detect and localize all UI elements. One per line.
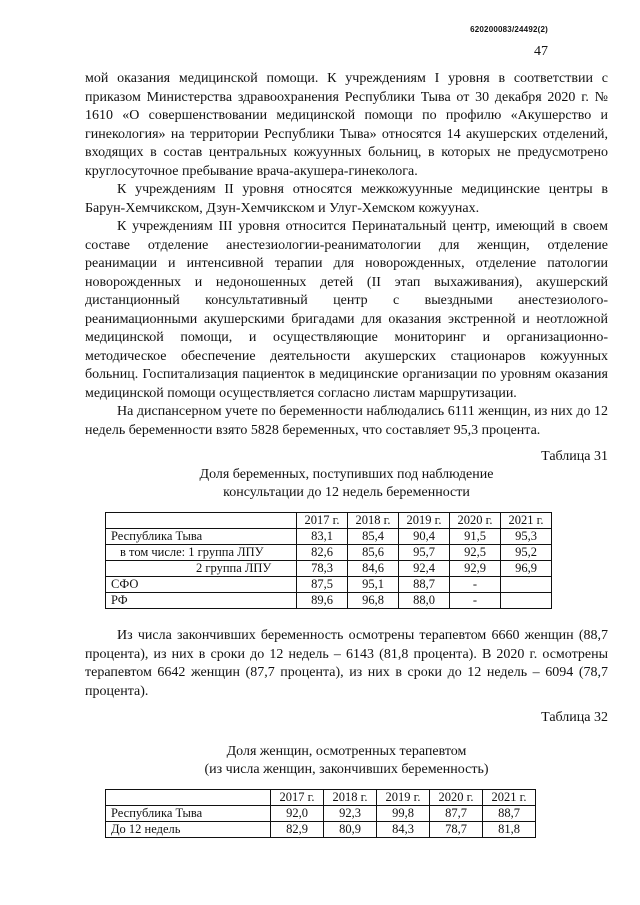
table-row [106, 822, 536, 838]
table-row [106, 545, 552, 561]
cell-value: 85,6 [348, 545, 399, 561]
paragraph-3: К учреждениям III уровня относится Перинатальный центр, имеющий в своем составе отделение анестезиологии-реаниматологии для женщин, отделение реанимации и интенсивной терапии для новорожденных, отделение патологии новорожденных и недоношенных детей (II этап выхаживания), акушерский дистанционный консультативный центр с выездными анестезиолого-реанимационными акушерскими бригадами для оказания экстренной и неотложной медицинской помощи, и осуществляющие мониторинг и организационно-методическое обеспечение деятельности акушерских стационаров кожуунных больниц. Госпитализация пациенток в медицинские организации по уровням оказания медицинской помощи осуществляется согласно листам маршрутизации. [85, 219, 608, 401]
table-header-year: 2020 г. [430, 790, 483, 806]
table32-label: Таблица 32 [541, 710, 608, 725]
cell-value: 89,6 [297, 593, 348, 609]
cell-value: 99,8 [377, 806, 430, 822]
cell-value: 82,9 [271, 822, 324, 838]
cell-value: 78,7 [430, 822, 483, 838]
cell-value: 96,8 [348, 593, 399, 609]
table32-title-line2: (из числа женщин, закончивших беременность) [204, 762, 489, 777]
row-label: До 12 недель [106, 822, 271, 838]
table-header-year: 2020 г. [450, 513, 501, 529]
cell-value: 95,2 [501, 545, 552, 561]
table31-title-line2: консультации до 12 недель беременности [223, 485, 470, 500]
table-header-year: 2021 г. [501, 513, 552, 529]
table-header-row [106, 513, 552, 529]
table-header-year: 2018 г. [324, 790, 377, 806]
cell-value: - [450, 577, 501, 593]
cell-value: 92,3 [324, 806, 377, 822]
cell-value: 91,5 [450, 529, 501, 545]
cell-value [501, 577, 552, 593]
table32 [105, 789, 536, 838]
table-header-year: 2019 г. [377, 790, 430, 806]
table-row [106, 561, 552, 577]
cell-value: 84,6 [348, 561, 399, 577]
cell-value: 92,5 [450, 545, 501, 561]
cell-value: 92,9 [450, 561, 501, 577]
table-row [106, 529, 552, 545]
cell-value: 90,4 [399, 529, 450, 545]
paragraph-5: Из числа закончивших беременность осмотрены терапевтом 6660 женщин (88,7 процента), из них в сроки до 12 недель – 6143 (81,8 процента). В 2020 г. осмотрены терапевтом 6642 женщин (87,7 процента), из них в сроки до 12 недель – 6094 (78,7 процента). [85, 628, 608, 699]
cell-value: 92,4 [399, 561, 450, 577]
cell-value: 88,7 [399, 577, 450, 593]
cell-value: 95,3 [501, 529, 552, 545]
table-header-blank [106, 790, 271, 806]
cell-value: 85,4 [348, 529, 399, 545]
table-row [106, 593, 552, 609]
paragraph-1: мой оказания медицинской помощи. К учреждениям I уровня в соответствии с приказом Министерства здравоохранения Республики Тыва от 30 декабря 2020 г. № 1610 «О совершенствовании медицинской помощи по профилю «Акушерство и гинекология» на территории Республики Тыва» относятся 14 акушерских отделений, входящих в состав центральных кожуунных больниц, в которых не предусмотрено круглосуточное пребывание врача-акушера-гинеколога. [85, 71, 608, 179]
cell-value: 88,0 [399, 593, 450, 609]
table-row [106, 806, 536, 822]
cell-value: - [450, 593, 501, 609]
page-number: 47 [534, 44, 548, 59]
cell-value: 87,7 [430, 806, 483, 822]
paragraph-4: На диспансерном учете по беременности наблюдались 6111 женщин, из них до 12 недель беременности взято 5828 беременных, что составляет 95,3 процента. [85, 404, 608, 438]
document-id: 620200083/24492(2) [470, 25, 548, 34]
row-label: 2 группа ЛПУ [106, 561, 297, 577]
paragraph-2: К учреждениям II уровня относятся межкожуунные медицинские центры в Барун-Хемчикском, Дзун-Хемчикском и Улуг-Хемском кожуунах. [85, 182, 608, 216]
cell-value: 87,5 [297, 577, 348, 593]
cell-value: 80,9 [324, 822, 377, 838]
row-label: РФ [106, 593, 297, 609]
page-content [85, 70, 608, 838]
row-label: СФО [106, 577, 297, 593]
cell-value: 88,7 [483, 806, 536, 822]
cell-value: 96,9 [501, 561, 552, 577]
cell-value: 78,3 [297, 561, 348, 577]
table31-title-line1: Доля беременных, поступивших под наблюдение [199, 467, 494, 482]
table-header-year: 2017 г. [297, 513, 348, 529]
cell-value: 82,6 [297, 545, 348, 561]
table-header-row [106, 790, 536, 806]
cell-value: 83,1 [297, 529, 348, 545]
row-label: Республика Тыва [106, 806, 271, 822]
row-label: Республика Тыва [106, 529, 297, 545]
cell-value [501, 593, 552, 609]
table32-title-line1: Доля женщин, осмотренных терапевтом [226, 744, 467, 759]
cell-value: 81,8 [483, 822, 536, 838]
table31-label: Таблица 31 [541, 449, 608, 464]
table-header-year: 2017 г. [271, 790, 324, 806]
table-header-year: 2018 г. [348, 513, 399, 529]
cell-value: 84,3 [377, 822, 430, 838]
table-row [106, 577, 552, 593]
table-header-year: 2019 г. [399, 513, 450, 529]
cell-value: 95,7 [399, 545, 450, 561]
cell-value: 92,0 [271, 806, 324, 822]
table-header-year: 2021 г. [483, 790, 536, 806]
table-header-blank [106, 513, 297, 529]
table31 [105, 512, 552, 609]
cell-value: 95,1 [348, 577, 399, 593]
row-label: в том числе: 1 группа ЛПУ [106, 545, 297, 561]
